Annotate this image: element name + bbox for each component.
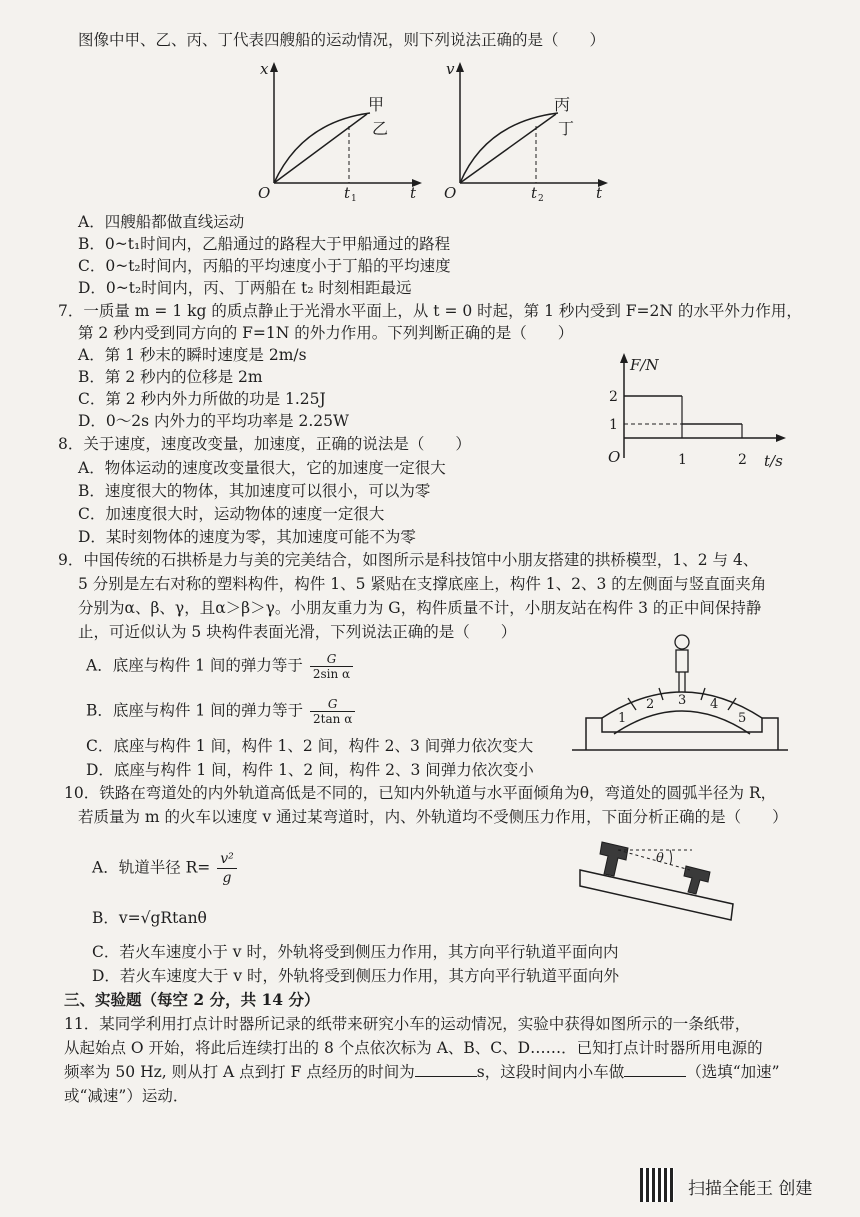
- q9-option-a-den: 2sin α: [312, 667, 351, 681]
- q6-g1-tick-sub: 1: [351, 194, 357, 204]
- q11-line3-part-b: s，这段时间内小车做: [476, 1063, 625, 1081]
- qr-code-icon: [640, 1168, 674, 1202]
- q7-option-c: C．第 2 秒内外力所做的功是 1.25J: [78, 390, 326, 408]
- q11-line3-part-a: 频率为 50 Hz, 则从打 A 点到打 F 点经历的时间为: [64, 1063, 415, 1081]
- q6-g1-xaxis: t: [410, 184, 417, 202]
- q7-graph-ytick-2: 2: [609, 389, 618, 405]
- q9-block-2: 2: [646, 697, 655, 712]
- q9-block-3: 3: [678, 693, 687, 708]
- q6-g2-origin: O: [444, 184, 457, 202]
- q7-option-a: A．第 1 秒末的瞬时速度是 2m/s: [78, 346, 307, 364]
- q10-option-b: B．v=√gRtanθ: [92, 909, 207, 927]
- q7-option-d: D．0～2s 内外力的平均功率是 2.25W: [78, 412, 349, 430]
- q7-option-b: B．第 2 秒内的位移是 2m: [78, 368, 263, 386]
- q11-line3-part-c: （选填“加速”: [686, 1063, 780, 1081]
- q10-option-d: D．若火车速度大于 v 时，外轨将受到侧压力作用，其方向平行轨道平面向外: [92, 967, 620, 985]
- q10-option-a-fraction: [217, 850, 237, 887]
- q9-option-a-fraction: [310, 652, 353, 681]
- q9-option-a: [86, 652, 353, 681]
- q6-stem: 图像中甲、乙、丙、丁代表四艘船的运动情况，则下列说法正确的是（ ）: [78, 31, 606, 49]
- q9-option-a-text: A．底座与构件 1 间的弹力等于: [86, 656, 303, 675]
- q9-option-b-text: B．底座与构件 1 间的弹力等于: [86, 701, 304, 720]
- q7-force-time-graph: [606, 348, 796, 473]
- q8-option-a: A．物体运动的速度改变量很大，它的加速度一定很大: [78, 459, 446, 477]
- q10-rail-figure: [578, 828, 743, 928]
- q10-option-a: [92, 850, 237, 887]
- q7-graph-xtick-1: 1: [678, 452, 687, 468]
- q10-stem-line2: 若质量为 m 的火车以速度 v 通过某弯道时，内、外轨道均不受侧压力作用，下面分析正确的是（ ）: [78, 808, 788, 826]
- q8-option-d: D．某时刻物体的速度为零，其加速度可能不为零: [78, 528, 416, 546]
- q6-g2-yaxis: v: [446, 60, 455, 78]
- q6-g1-yaxis: x: [260, 60, 269, 78]
- q6-option-c: C．0~t₂时间内，丙船的平均速度小于丁船的平均速度: [78, 257, 451, 275]
- q9-option-b-num: G: [310, 697, 355, 712]
- q7-graph-ytick-1: 1: [609, 417, 618, 433]
- q11-motion-blank[interactable]: [624, 1062, 686, 1077]
- q10-option-a-num: v²: [217, 850, 237, 869]
- q10-option-a-text: A．轨道半径 R=: [92, 858, 211, 877]
- q6-g1-origin: O: [258, 184, 271, 202]
- q9-stem-line2: 5 分别是左右对称的塑料构件，构件 1、5 紧贴在支撑底座上，构件 1、2、3 的左侧面与竖直面夹角: [78, 575, 767, 593]
- q6-g1-label-jia: 甲: [368, 95, 385, 114]
- q9-option-b-fraction: [310, 697, 355, 726]
- q9-option-b: [86, 697, 355, 726]
- q6-option-d: D．0~t₂时间内，丙、丁两船在 t₂ 时刻相距最远: [78, 279, 412, 297]
- q8-option-c: C．加速度很大时，运动物体的速度一定很大: [78, 505, 385, 523]
- q6-g2-label-ding: 丁: [558, 119, 575, 138]
- scanner-watermark: [640, 1168, 840, 1204]
- q11-line1: 11．某同学利用打点计时器所记录的纸带来研究小车的运动情况，实验中获得如图所示的一条纸带，: [64, 1015, 751, 1033]
- q6-option-b: B．0~t₁时间内，乙船通过的路程大于甲船通过的路程: [78, 235, 451, 253]
- q7-graph-xtick-2: 2: [738, 452, 747, 468]
- q9-option-d: D．底座与构件 1 间，构件 1、2 间，构件 2、3 间弹力依次变小: [86, 761, 534, 779]
- q6-g1-label-yi: 乙: [372, 119, 389, 138]
- q9-stem-line4: 止，可近似认为 5 块构件表面光滑，下列说法正确的是（ ）: [78, 623, 517, 641]
- q9-block-5: 5: [738, 711, 747, 726]
- q11-time-blank[interactable]: [415, 1062, 477, 1077]
- q7-graph-yaxis: F/N: [630, 356, 659, 374]
- q6-option-a: A．四艘船都做直线运动: [78, 213, 245, 231]
- q9-stem-line3: 分别为α、β、γ，且α＞β＞γ。小朋友重力为 G，构件质量不计，小朋友站在构件 3 的正中间保持静: [78, 599, 762, 617]
- q6-g2-xaxis: t: [596, 184, 603, 202]
- q8-stem: 8．关于速度，速度改变量，加速度，正确的说法是（ ）: [58, 435, 471, 453]
- q9-option-b-den: 2tan α: [313, 712, 353, 726]
- q9-option-a-num: G: [310, 652, 353, 667]
- q11-line4: 或“减速”）运动．: [64, 1087, 189, 1105]
- q6-graph-vt: [438, 58, 613, 204]
- q11-line2: 从起始点 O 开始，将此后连续打出的 8 个点依次标为 A、B、C、D……．已知打点计时器所用电源的: [64, 1039, 763, 1057]
- q10-theta-label: θ: [656, 851, 664, 866]
- q6-g2-label-bing: 丙: [554, 95, 571, 114]
- q10-option-c: C．若火车速度小于 v 时，外轨将受到侧压力作用，其方向平行轨道平面向内: [92, 943, 619, 961]
- q6-graph-xt: [252, 58, 427, 204]
- q11-line3: [64, 1062, 780, 1082]
- q10-option-a-den: g: [222, 870, 232, 886]
- q10-stem-line1: 10．铁路在弯道处的内外轨道高低是不同的，已知内外轨道与水平面倾角为θ，弯道处的圆弧半径为 R，: [64, 784, 777, 802]
- section3-heading: 三、实验题（每空 2 分，共 14 分）: [64, 990, 320, 1009]
- q7-graph-origin: O: [608, 448, 621, 466]
- scanner-watermark-text: 扫描全能王 创建: [688, 1179, 813, 1199]
- q6-g2-tick: t: [531, 184, 538, 202]
- q7-stem-line2: 第 2 秒内受到同方向的 F=1N 的外力作用。下列判断正确的是（ ）: [78, 324, 574, 342]
- q9-option-c: C．底座与构件 1 间，构件 1、2 间，构件 2、3 间弹力依次变大: [86, 737, 534, 755]
- q8-option-b: B．速度很大的物体，其加速度可以很小，可以为零: [78, 482, 431, 500]
- q9-block-1: 1: [618, 711, 627, 726]
- q7-graph-xaxis: t/s: [764, 452, 783, 470]
- q9-arch-bridge-figure: [566, 622, 796, 757]
- q6-g2-tick-sub: 2: [538, 194, 544, 204]
- q7-stem-line1: 7．一质量 m = 1 kg 的质点静止于光滑水平面上，从 t = 0 时起，第 1 秒内受到 F=2N 的水平外力作用，: [58, 302, 802, 320]
- q9-stem-line1: 9．中国传统的石拱桥是力与美的完美结合，如图所示是科技馆中小朋友搭建的拱桥模型，1、2 与 4、: [58, 551, 759, 569]
- q6-g1-tick: t: [344, 184, 351, 202]
- q9-block-4: 4: [710, 697, 719, 712]
